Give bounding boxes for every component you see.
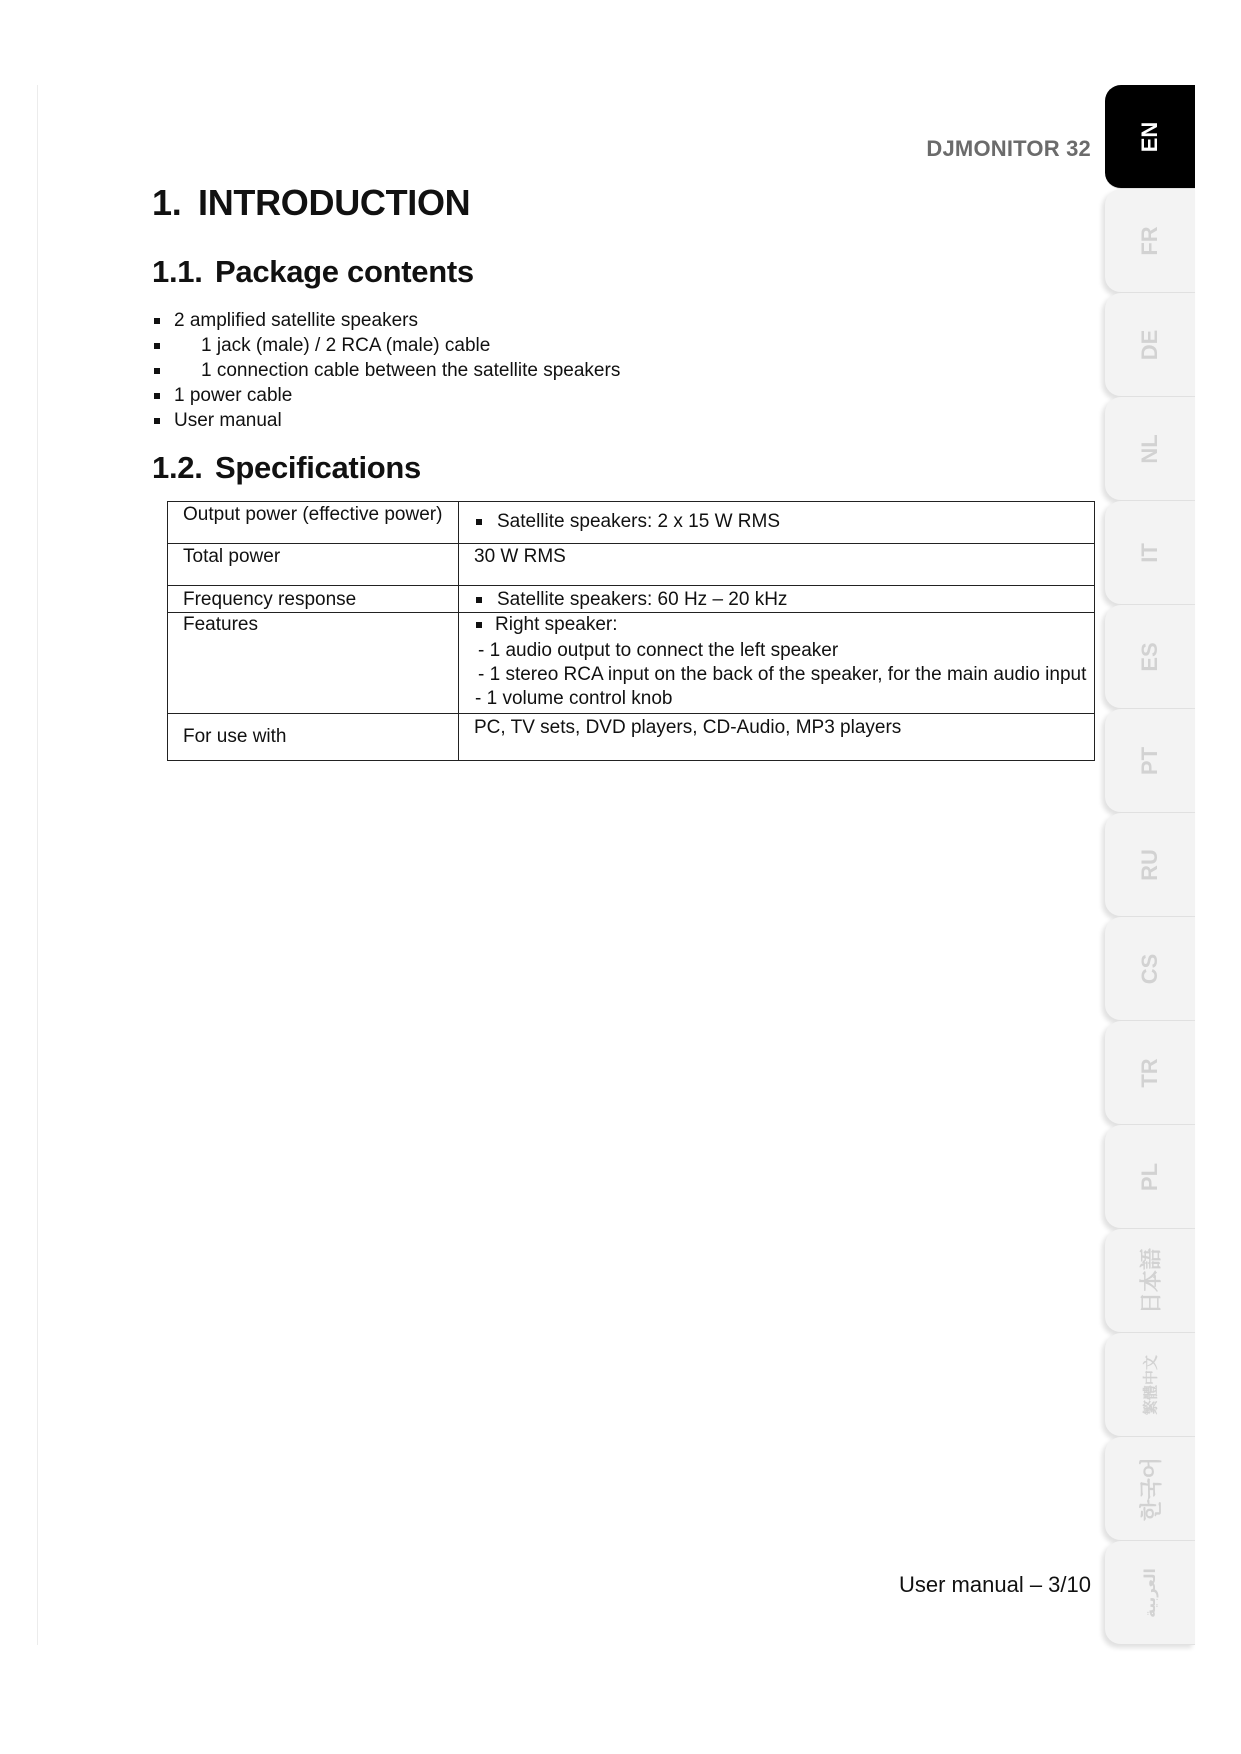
page-number: User manual – 3/10: [899, 1572, 1091, 1597]
table-cell-value: Right speaker: - 1 audio output to connect the left speaker - 1 stereo RCA input on the back of the speaker, for the main audio input - 1 volume control knob: [459, 613, 1095, 714]
tab-label: PT: [1137, 746, 1162, 775]
tab-language-cs[interactable]: [1105, 917, 1195, 1021]
tab-label: IT: [1137, 542, 1162, 563]
table-cell-value: 30 W RMS: [459, 544, 1095, 586]
tab-label: DE: [1137, 329, 1162, 360]
subsection-number: 1.2.: [152, 450, 203, 485]
square-bullet-icon: [154, 368, 160, 374]
table-cell-label: Total power: [168, 544, 459, 586]
language-tabs: [1105, 85, 1195, 1645]
tab-language-it[interactable]: [1105, 501, 1195, 605]
subsection-heading-package: [152, 254, 474, 290]
table-row: [168, 613, 1095, 714]
tab-label: TR: [1137, 1057, 1162, 1088]
table-cell-label: For use with: [168, 714, 459, 761]
tab-label: 日本語: [1138, 1247, 1164, 1314]
square-bullet-icon: [154, 318, 160, 324]
tab-label: 한국어: [1138, 1456, 1164, 1521]
square-bullet-icon: [154, 393, 160, 399]
tab-label: FR: [1137, 225, 1162, 256]
table-cell-value: Satellite speakers: 60 Hz – 20 kHz: [459, 586, 1095, 613]
tab-language-tr[interactable]: [1105, 1021, 1195, 1125]
square-bullet-icon: [476, 622, 482, 628]
table-cell-label: Features: [168, 613, 459, 714]
table-row: [168, 544, 1095, 586]
section-title: INTRODUCTION: [198, 182, 471, 223]
square-bullet-icon: [154, 343, 160, 349]
tab-language-ja[interactable]: [1105, 1229, 1195, 1333]
page-margin-rule: [37, 85, 38, 1645]
table-cell-value: PC, TV sets, DVD players, CD-Audio, MP3 players: [459, 714, 1095, 761]
subsection-heading-specifications: [152, 450, 421, 486]
tab-label: 繁體中文: [1142, 1354, 1160, 1415]
document-title: DJMONITOR 32: [926, 136, 1091, 161]
tab-language-fr[interactable]: [1105, 189, 1195, 293]
table-cell-value: Satellite speakers: 2 x 15 W RMS: [459, 502, 1095, 544]
table-row: [168, 586, 1095, 613]
square-bullet-icon: [476, 597, 482, 603]
table-cell-label: Frequency response: [168, 586, 459, 613]
table-row: [168, 502, 1095, 544]
tab-language-nl[interactable]: [1105, 397, 1195, 501]
tab-language-es[interactable]: [1105, 605, 1195, 709]
section-number: 1.: [152, 182, 182, 223]
table-row: [168, 714, 1095, 761]
table-cell-label: Output power (effective power): [168, 502, 459, 544]
tab-label: PL: [1137, 1162, 1162, 1191]
square-bullet-icon: [154, 418, 160, 424]
section-heading-introduction: [152, 182, 470, 224]
tab-language-pt[interactable]: [1105, 709, 1195, 813]
tab-label: RU: [1137, 848, 1162, 881]
subsection-number: 1.1.: [152, 254, 203, 289]
square-bullet-icon: [476, 519, 482, 525]
tab-language-pl[interactable]: [1105, 1125, 1195, 1229]
tab-label: NL: [1137, 433, 1162, 464]
tab-language-zh-tw[interactable]: [1105, 1333, 1195, 1437]
specifications-table: [167, 501, 1095, 761]
tab-language-ru[interactable]: [1105, 813, 1195, 917]
tab-language-ko[interactable]: [1105, 1437, 1195, 1541]
tab-language-de[interactable]: [1105, 293, 1195, 397]
tab-label: ES: [1137, 641, 1162, 672]
tab-language-ar[interactable]: [1105, 1541, 1195, 1645]
tab-language-en[interactable]: [1105, 85, 1195, 189]
tab-label: CS: [1137, 953, 1162, 984]
subsection-title: Package contents: [215, 254, 474, 289]
tab-label: EN: [1137, 121, 1162, 152]
tab-label: العربية: [1142, 1567, 1159, 1618]
subsection-title: Specifications: [215, 450, 421, 485]
